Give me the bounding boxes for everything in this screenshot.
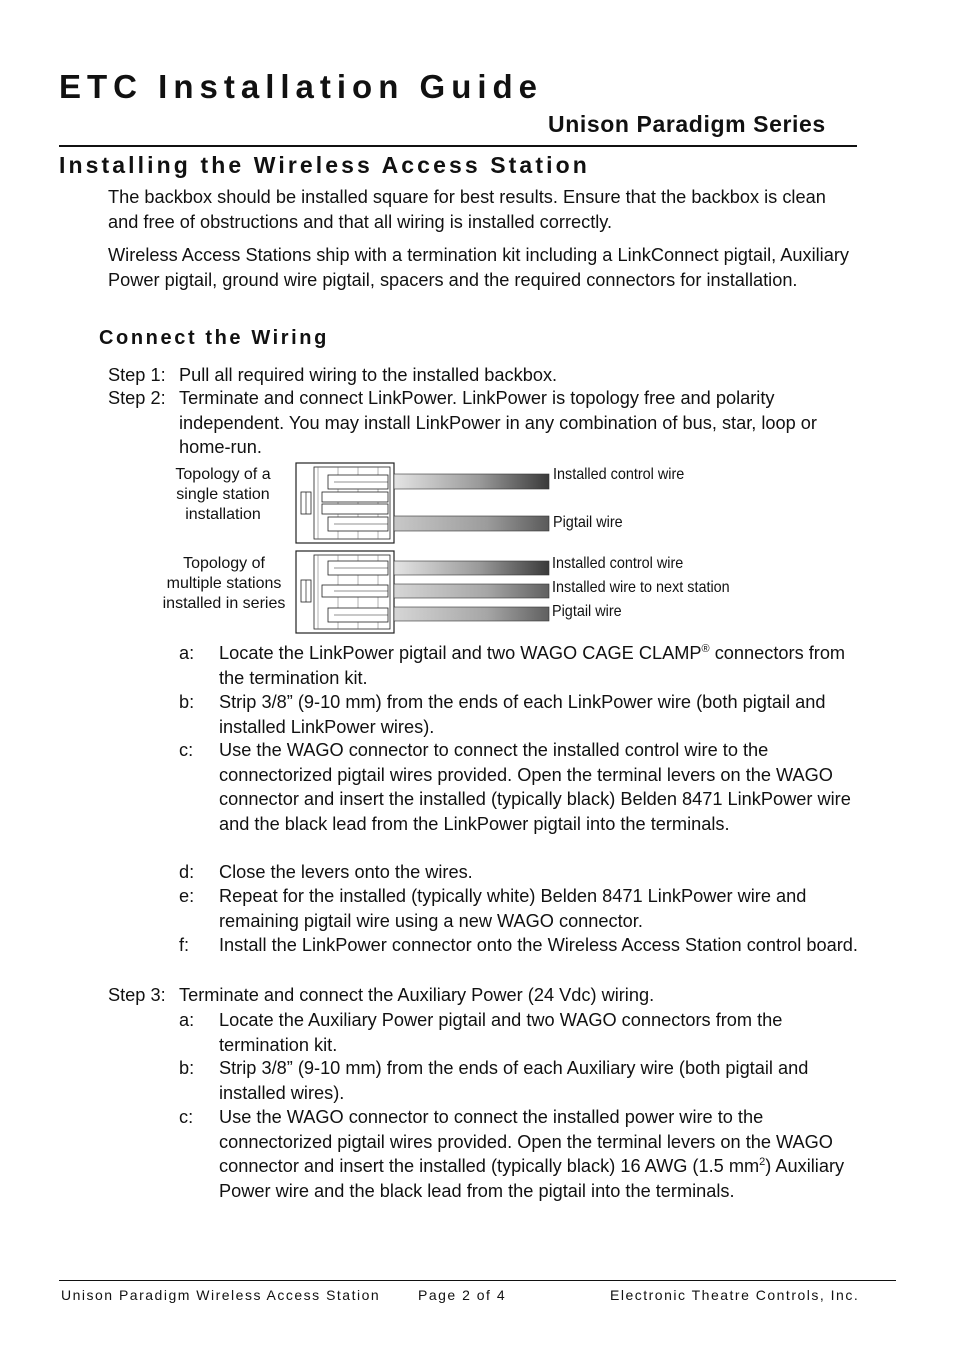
step3-item-a-label: a: [179, 1010, 195, 1030]
paragraph-termination-kit: Wireless Access Stations ship with a termination kit including a LinkConnect pigtail, Auxiliary Power pigtail, ground wire pigtail, spacers and the required connectors for installation. [108, 245, 849, 290]
footer-divider [59, 1280, 896, 1281]
step2-item-e-text: Repeat for the installed (typically white) Belden 8471 LinkPower wire and remaining pigtail wire using a new WAGO connector. [219, 886, 807, 931]
step-2-text: Terminate and connect LinkPower. LinkPower is topology free and polarity independent. You may install LinkPower in any combination of bus, star, loop or home-run. [179, 388, 817, 457]
label-pigtail-wire: Pigtail wire [553, 514, 623, 531]
step2-item-a-text: Locate the LinkPower pigtail and two WAGO CAGE CLAMP® connectors from the termination kit. [219, 642, 846, 688]
document-title: ETC Installation Guide [59, 68, 544, 105]
label-installed-control-wire-multi: Installed control wire [552, 555, 684, 572]
header-divider [59, 145, 857, 147]
step2-item-c-label: c: [179, 740, 194, 760]
footer-document-name: Unison Paradigm Wireless Access Station [61, 1287, 381, 1303]
pigtail-wire [394, 607, 549, 621]
installed-control-wire [394, 474, 549, 489]
step-1-text: Pull all required wiring to the installed backbox. [179, 365, 558, 385]
step2-item-a-label: a: [179, 643, 195, 663]
installed-wire-to-next-station [394, 584, 549, 598]
step3-item-b-label: b: [179, 1058, 195, 1078]
paragraph-backbox: The backbox should be installed square for best results. Ensure that the backbox is clean and free of obstructions and that all wiring is installed correctly. [108, 187, 826, 232]
step2-item-b-label: b: [179, 692, 195, 712]
installed-control-wire [394, 561, 549, 575]
diagram-multiple-caption: Topology of multiple stations installed in series [162, 555, 286, 612]
label-installed-wire-next-station: Installed wire to next station [552, 579, 730, 596]
step-1-label: Step 1: [108, 365, 166, 385]
step3-item-c-label: c: [179, 1107, 194, 1127]
series-title: Unison Paradigm Series [548, 111, 826, 137]
step2-item-e-label: e: [179, 886, 195, 906]
footer-company: Electronic Theatre Controls, Inc. [610, 1287, 860, 1303]
diagram-single-caption: Topology of a single station installation [175, 466, 271, 523]
step2-item-c-text: Use the WAGO connector to connect the installed control wire to the connectorized pigtail wires provided. Open the terminal levers on the WAGO connector and insert the installed (typically black) Belden 8471 LinkPower wire and the black lead from the LinkPower pigtail into the terminals. [219, 740, 851, 834]
wago-connector-icon [296, 551, 394, 633]
step3-item-c-text: Use the WAGO connector to connect the installed power wire to the connectorized pigtail wires provided. Open the terminal levers on the WAGO connector and insert the installed (typically black) 16 AWG (1.5 $mm^2$) Auxiliary Power wire and the black lead from the pigtail into the terminals. [219, 1107, 845, 1201]
label-installed-control-wire: Installed control wire [553, 466, 685, 483]
wago-connector-icon [296, 463, 394, 543]
step-3-label: Step 3: [108, 985, 166, 1005]
diagram-single-station [294, 462, 554, 544]
step2-item-f-label: f: [179, 935, 190, 955]
label-pigtail-wire-multi: Pigtail wire [552, 603, 622, 620]
diagram-multiple-stations [294, 550, 554, 634]
step-2-label: Step 2: [108, 388, 166, 408]
step2-item-b-text: Strip 3/8” (9-10 mm) from the ends of each LinkPower wire (both pigtail and installed LinkPower wires). [219, 692, 826, 737]
step2-item-d-text: Close the levers onto the wires. [219, 862, 473, 882]
footer-page-number: Page 2 of 4 [418, 1287, 507, 1303]
section-heading: Installing the Wireless Access Station [59, 152, 590, 178]
step3-item-a-text: Locate the Auxiliary Power pigtail and two WAGO connectors from the termination kit. [219, 1010, 783, 1055]
subsection-heading: Connect the Wiring [99, 327, 329, 349]
step2-item-d-label: d: [179, 862, 195, 882]
pigtail-wire [394, 516, 549, 531]
step2-item-f-text: Install the LinkPower connector onto the Wireless Access Station control board. [219, 935, 858, 955]
step-3-text: Terminate and connect the Auxiliary Power (24 Vdc) wiring. [179, 985, 655, 1005]
step3-item-b-text: Strip 3/8” (9-10 mm) from the ends of each Auxiliary wire (both pigtail and installed wires). [219, 1058, 809, 1103]
